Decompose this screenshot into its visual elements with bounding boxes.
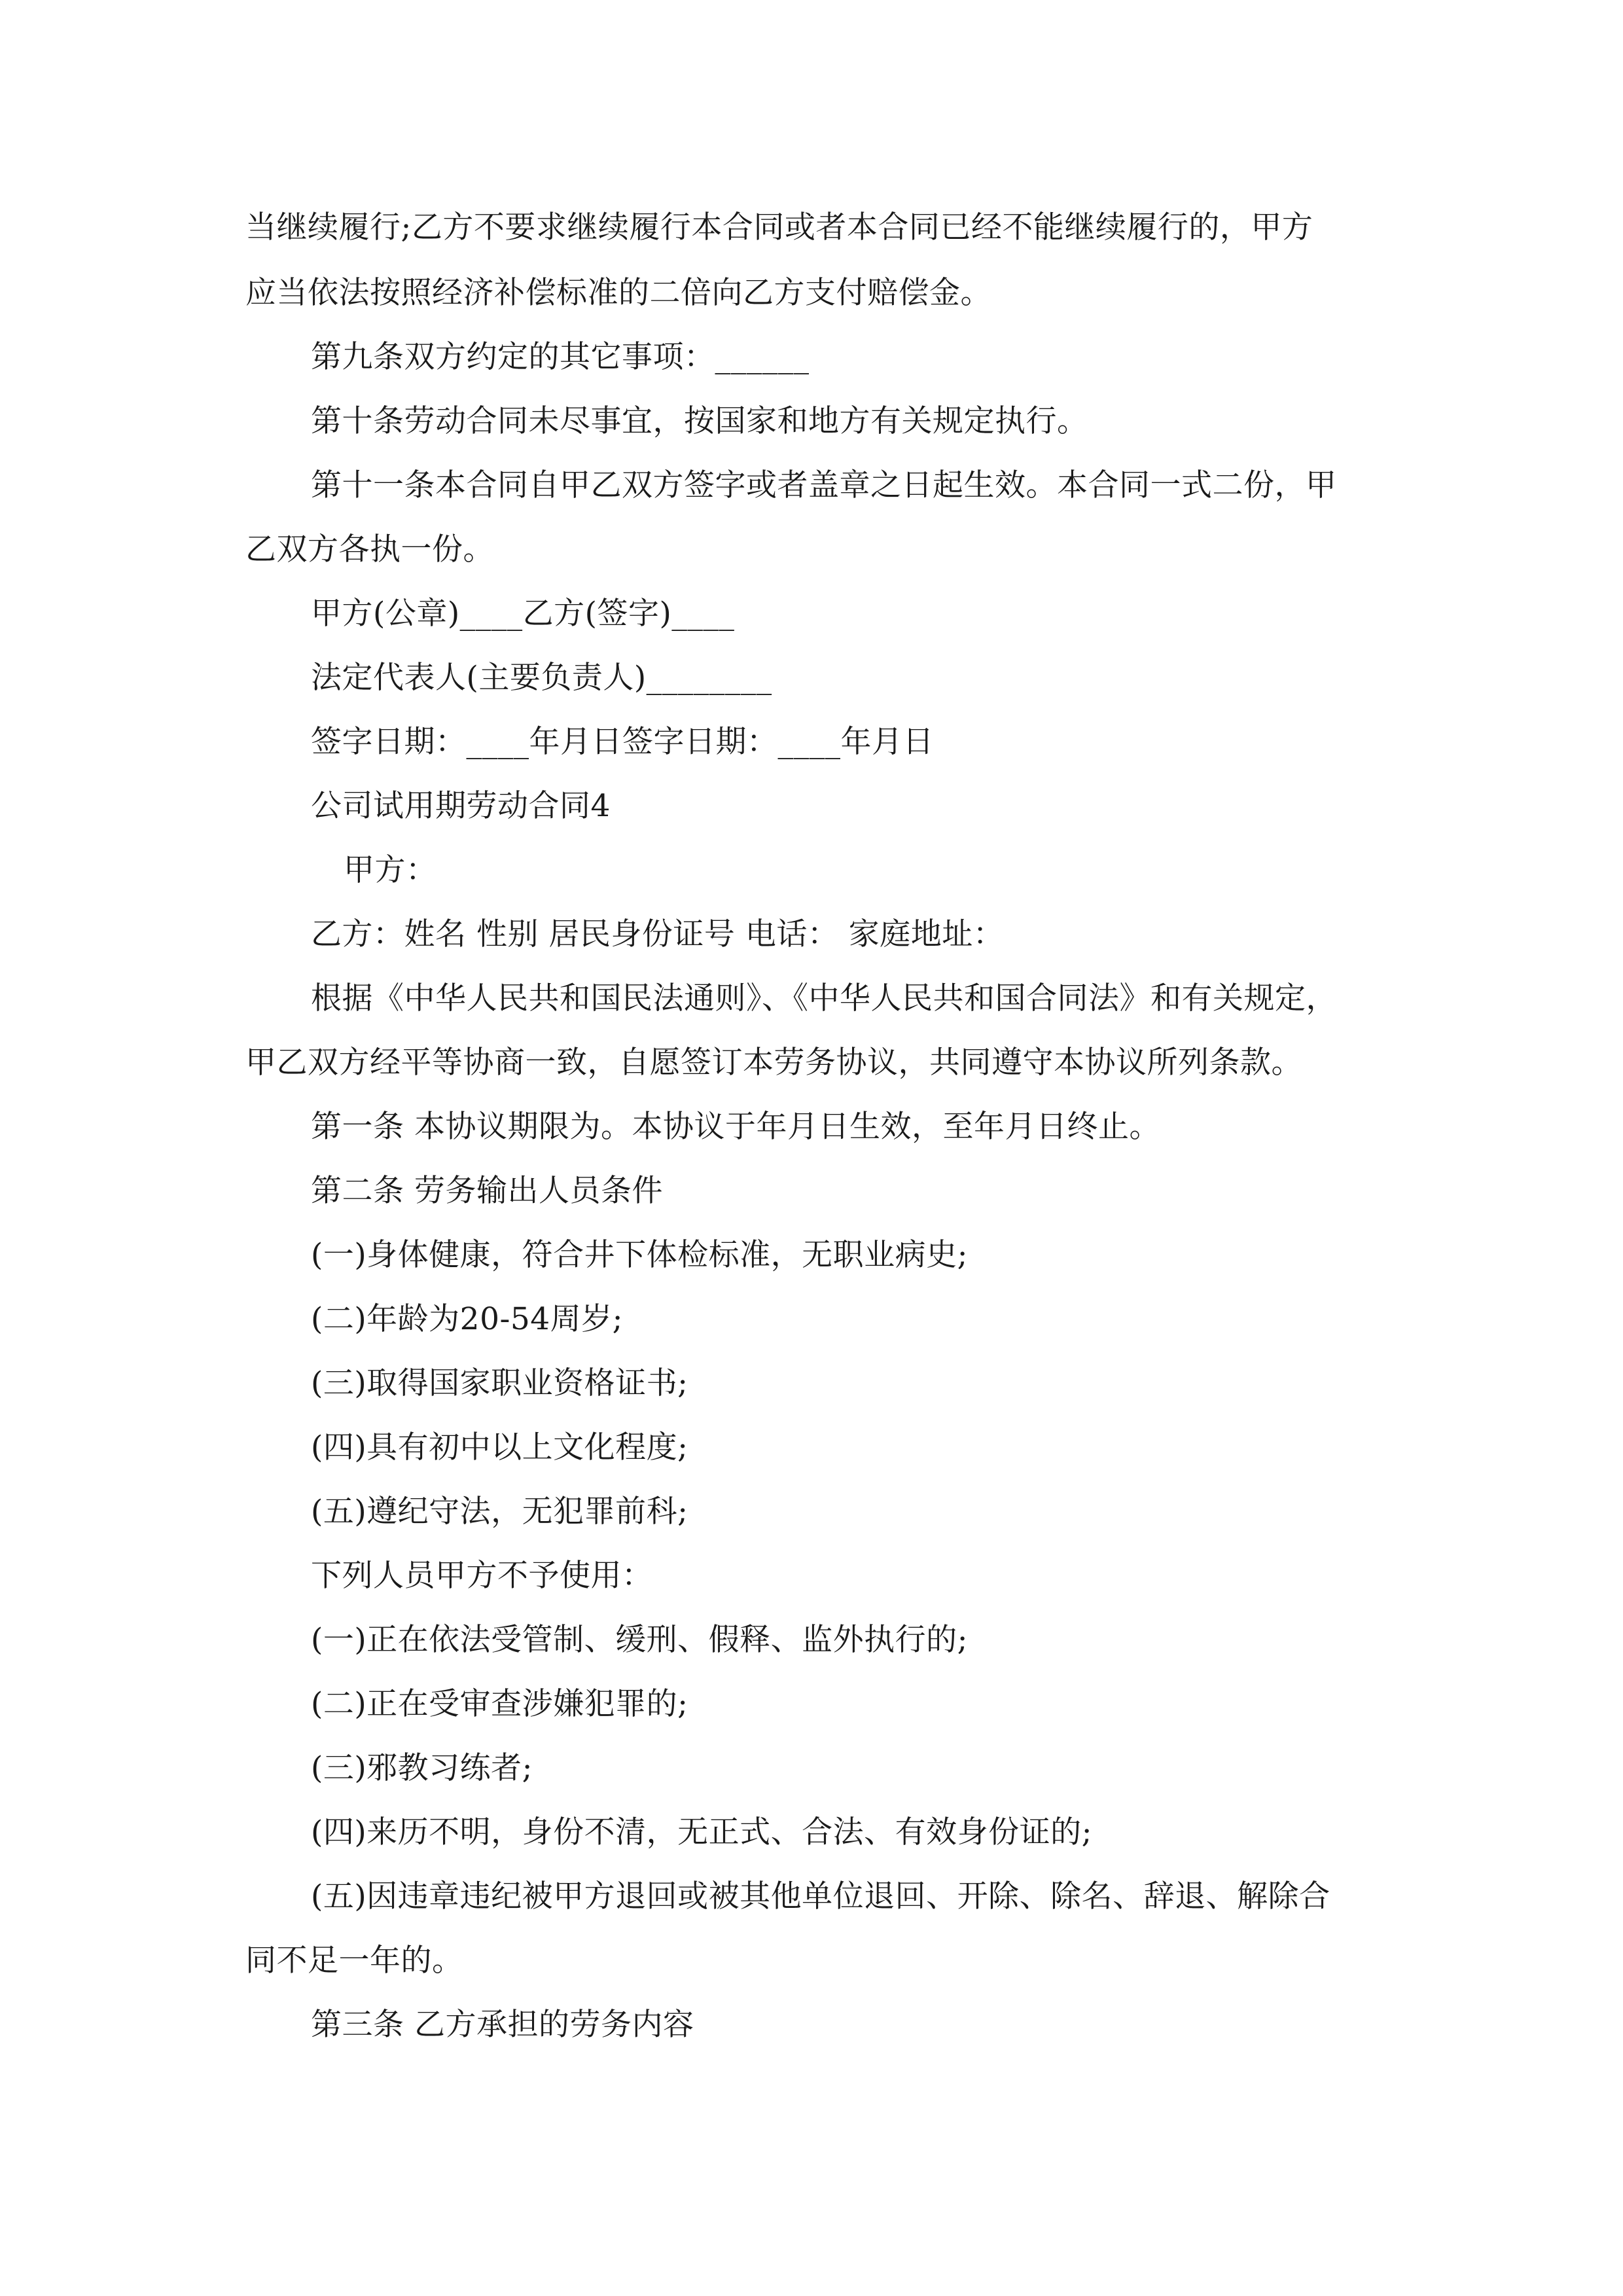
list-item: (五)遵纪守法，无犯罪前科; <box>311 1494 688 1530</box>
clause-11: 第十一条本合同自甲乙双方签字或者盖章之日起生效。本合同一式二份，甲 <box>311 467 1337 503</box>
article-2: 第二条 劳务输出人员条件 <box>311 1173 663 1209</box>
party-a: 甲方： <box>344 852 437 888</box>
list-item: (三)邪教习练者; <box>311 1750 533 1786</box>
list-item: (四)来历不明，身份不清，无正式、合法、有效身份证的; <box>311 1814 1093 1850</box>
paragraph-line: 同不足一年的。 <box>245 1943 463 1979</box>
party-b: 乙方：姓名 性别 居民身份证号 电话： 家庭地址： <box>311 916 1005 952</box>
paragraph-line: 应当依法按照经济补偿标准的二倍向乙方支付赔偿金。 <box>245 275 991 311</box>
clause-10: 第十条劳动合同未尽事宜，按国家和地方有关规定执行。 <box>311 403 1088 439</box>
list-item: (二)正在受审查涉嫌犯罪的; <box>311 1686 688 1722</box>
article-3: 第三条 乙方承担的劳务内容 <box>311 2007 694 2043</box>
paragraph-line: 根据《中华人民共和国民法通则》、《中华人民共和国合同法》和有关规定， <box>311 980 1337 1016</box>
section-title: 公司试用期劳动合同4 <box>311 788 611 824</box>
paragraph-line: 甲乙双方经平等协商一致，自愿签订本劳务协议，共同遵守本协议所列条款。 <box>245 1045 1302 1081</box>
clause-9: 第九条双方约定的其它事项：______ <box>311 339 810 375</box>
list-item: (三)取得国家职业资格证书; <box>311 1365 688 1401</box>
list-item: (一)身体健康，符合井下体检标准，无职业病史; <box>311 1237 969 1273</box>
list-item: (五)因违章违纪被甲方退回或被其他单位退回、开除、除名、辞退、解除合 <box>311 1878 1330 1914</box>
signature-line-dates: 签字日期：____年月日签字日期：____年月日 <box>311 724 934 760</box>
list-item: (四)具有初中以上文化程度; <box>311 1429 688 1465</box>
paragraph-line: 当继续履行;乙方不要求继续履行本合同或者本合同已经不能继续履行的，甲方 <box>245 209 1313 245</box>
signature-line-parties: 甲方(公章)____乙方(签字)____ <box>311 596 735 632</box>
paragraph-line: 下列人员甲方不予使用： <box>311 1558 653 1594</box>
article-1: 第一条 本协议期限为。本协议于年月日生效，至年月日终止。 <box>311 1109 1160 1145</box>
list-item: (一)正在依法受管制、缓刑、假释、监外执行的; <box>311 1622 969 1658</box>
list-item: (二)年龄为20-54周岁; <box>311 1301 623 1337</box>
signature-line-representative: 法定代表人(主要负责人)________ <box>311 660 772 696</box>
paragraph-line: 乙双方各执一份。 <box>245 531 494 567</box>
